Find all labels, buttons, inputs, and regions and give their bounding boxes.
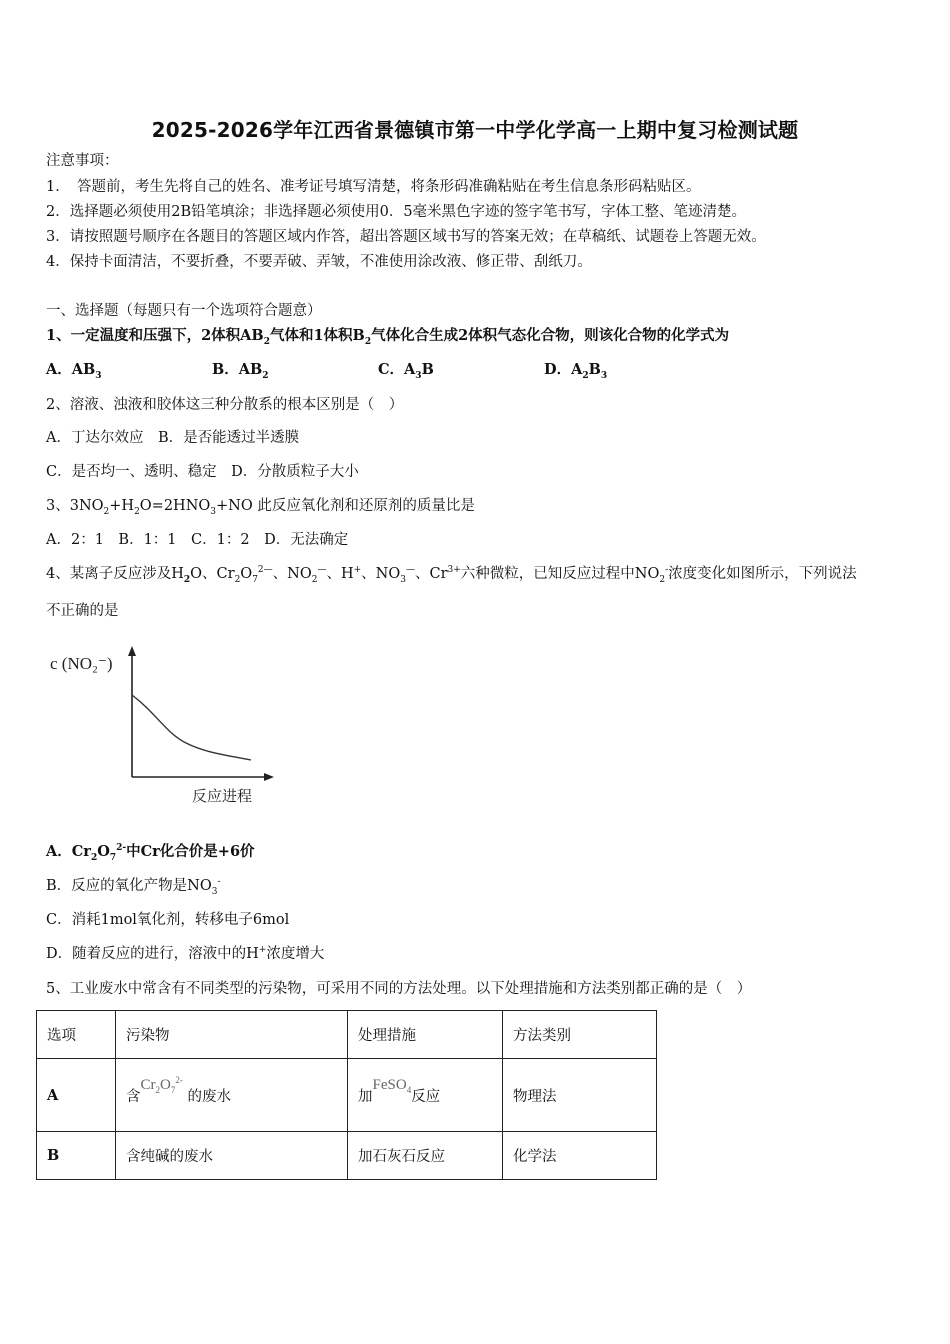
notice-item-4: 4．保持卡面清洁，不要折叠，不要弄破、弄皱，不准使用涂改液、修正带、刮纸刀。 — [46, 254, 592, 270]
q1-option-c: C．$A_3B$ — [378, 361, 434, 381]
question-2-options-cd: C．是否均一、透明、稳定 D．分散质粒子大小 — [46, 464, 359, 480]
question-4-stem: 4、某离子反应涉及$H_2O$、$Cr_2O_7^{2—}$、$NO_2^—$、H+、$NO_3^—$、$Cr^{3+}$六种微粒，已知反应过程中$NO_2^-$浓度变化如图所示，下列说法 — [46, 565, 857, 585]
concentration-graph — [46, 643, 286, 808]
row-b-pollutant: 含纯碱的废水 — [116, 1132, 348, 1180]
q1-option-a: A．$AB_3$ — [46, 361, 102, 381]
row-b-option: B — [37, 1132, 116, 1180]
row-b-method: 化学法 — [503, 1132, 657, 1180]
row-a-option: A — [37, 1059, 116, 1132]
graph-curve — [132, 695, 251, 760]
question-4-option-c: C．消耗1mol氧化剂，转移电子6mol — [46, 912, 290, 928]
question-5-table — [36, 1010, 657, 1180]
question-5-stem: 5、工业废水中常含有不同类型的污染物，可采用不同的方法处理。以下处理措施和方法类别都正确的是（ ） — [46, 981, 752, 997]
question-3-options: A．2：1 B．1：1 C．1：2 D．无法确定 — [46, 532, 349, 548]
header-option: 选项 — [37, 1011, 116, 1059]
table-row — [37, 1059, 657, 1132]
header-pollutant: 污染物 — [116, 1011, 348, 1059]
q1-option-d: D．$A_2B_3$ — [544, 361, 608, 381]
table-row — [37, 1132, 657, 1180]
question-4-option-a: A．$Cr_2O_7^{2-}$中Cr化合价是+6价 — [46, 843, 255, 863]
page-title: 2025-2026学年江西省景德镇市第一中学化学高一上期中复习检测试题 — [151, 118, 799, 142]
graph-x-arrow — [264, 773, 274, 781]
graph-y-label: c (NO₂⁻) — [50, 654, 113, 673]
graph-x-label: 反应进程 — [192, 787, 253, 805]
header-method: 方法类别 — [503, 1011, 657, 1059]
notice-item-2: 2．选择题必须使用2B铅笔填涂；非选择题必须使用0．5毫米黑色字迹的签字笔书写，字体工整、笔迹清楚。 — [46, 204, 747, 220]
question-2-options-ab: A．丁达尔效应 B．是否能透过半透膜 — [46, 430, 300, 446]
question-4-option-b: B．反应的氧化产物是$NO_3^-$ — [46, 877, 221, 897]
question-1-options — [46, 360, 607, 380]
notice-heading: 注意事项： — [46, 153, 119, 169]
notice-item-1: 1． 答题前，考生先将自己的姓名、准考证号填写清楚，将条形码准确粘贴在考生信息条形码粘贴区。 — [46, 179, 701, 195]
question-4-option-d: D．随着反应的进行，溶液中的H+浓度增大 — [46, 945, 325, 962]
notice-item-3: 3．请按照题号顺序在各题目的答题区域内作答，超出答题区域书写的答案无效；在草稿纸、试题卷上答题无效。 — [46, 229, 766, 245]
row-a-measure: 加FeSO$_4$反应 — [348, 1059, 503, 1132]
graph-y-arrow — [128, 646, 136, 656]
section-heading: 一、选择题（每题只有一个选项符合题意） — [46, 303, 322, 319]
table-header-row — [37, 1011, 657, 1059]
row-b-measure: 加石灰石反应 — [348, 1132, 503, 1180]
q1-option-b: B．$AB_2$ — [212, 361, 269, 381]
header-measure: 处理措施 — [348, 1011, 503, 1059]
row-a-method: 物理法 — [503, 1059, 657, 1132]
question-4-stem-cont: 不正确的是 — [46, 603, 119, 619]
row-a-pollutant: 含$Cr_2O_7^{2-}$ 的废水 — [116, 1059, 348, 1132]
question-1-stem: 1、一定温度和压强下，2体积$AB_2$气体和1体积$B_2$气体化合生成2体积气态化合物，则该化合物的化学式为 — [46, 327, 730, 347]
question-3-stem: 3、$3NO_2+H_2O=2HNO_3+NO$ 此反应氧化剂和还原剂的质量比是 — [46, 498, 475, 517]
question-2-stem: 2、溶液、浊液和胶体这三种分散系的根本区别是（ ） — [46, 397, 404, 413]
